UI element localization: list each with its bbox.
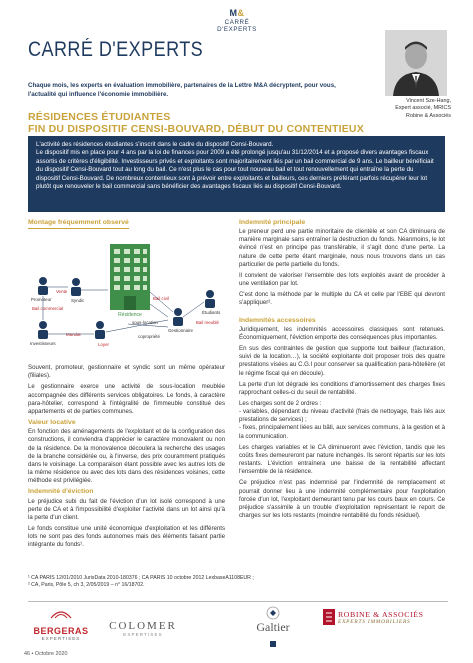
- label-bail-civil: Bail civil: [153, 296, 169, 302]
- robine-logo: [338, 606, 448, 625]
- label-sous-location: sous-location: [132, 320, 158, 326]
- logo-mark: M&: [229, 8, 245, 18]
- right-column: [239, 219, 445, 523]
- right-paragraph-3: C'est donc la méthode par le multiple du CA et celle par l'EBE qui devront s'appliquer².: [239, 291, 445, 307]
- colomer-sub: EXPERTISES: [123, 632, 163, 637]
- right-paragraph-1: Le preneur perd une partie minoritaire de clientèle et son CA diminuera de manière marginale sans entraîner la destruction du fonds. Néanmoins, le lot évincé n'est en principe pas transférable, il s'agit donc d'une perte. La nature de cette perte étant marginale, nous nous trouvons dans un cas particulier de perte partielle du fonds.: [239, 228, 445, 268]
- label-investisseurs: Investisseurs: [30, 341, 56, 347]
- galtier-mark-icon: [266, 606, 280, 620]
- author-role: Expert associé, MRICS: [395, 105, 451, 112]
- lead-paragraph: L'activité des résidences étudiantes s'inscrit dans le cadre du dispositif Censi-Bouvard.: [36, 141, 274, 148]
- galtier-name: Galtier: [256, 620, 290, 634]
- subtitle-line-1: RÉSIDENCES ÉTUDIANTES: [28, 111, 171, 123]
- author-firm: Robine & Associés: [406, 112, 451, 119]
- right-paragraph-9: - fixes, principalement liées au bâti, aux services communs, à la gestion et à la communication.: [239, 424, 445, 440]
- lead-box: [28, 136, 445, 212]
- label-loyer: Loyer: [98, 342, 109, 348]
- intro-text: Chaque mois, les experts en évaluation immobilière, partenaires de la Lettre M&A décryptent, pour vous, l'actualité qui influence l'économie immobilière.: [28, 82, 336, 98]
- right-paragraph-10: Les charges variables et le CA diminueront avec l'éviction, tandis que les coûts fixes demeureront par nature inchangés. Ils seront répartis sur les lots restants. L'éviction entraînera une baisse de la rentabilité affectant l'ensemble de la résidence.: [239, 443, 445, 476]
- label-residence: Résidence: [118, 312, 142, 319]
- diagram-svg: [28, 232, 225, 360]
- left-paragraph-5: Le fonds constitue une unité économique d'exploitation et les différents lots ne sont pas des fonds autonomes mais des éléments faisant partie intégrante du fonds¹.: [28, 524, 225, 549]
- label-gestionnaire: Gestionnaire: [168, 328, 193, 334]
- right-paragraph-11: Ce préjudice n'est pas indemnisé par l'indemnité de remplacement et pourrait donner lieu à une indemnité complémentaire pour l'exploitation forcée d'un lot, l'exploitant demeurant tenu par les cours baux en cours. Ce préjudice s'assimile à un trouble d'exploitation représentant le report de charges sur les lots restants (moindre rentabilité du fonds résiduel).: [239, 479, 445, 519]
- left-paragraph-4: Le préjudice subi du fait de l'éviction d'un lot isolé correspond à une perte de CA et à l'impossibilité d'exploiter l'activité dans un lot ainsi qu'à la perte d'un client.: [28, 497, 225, 521]
- right-paragraph-6: La perte d'un lot dégrade les conditions d'amortissement des charges fixes rapprochant celles-ci du seuil de rentabilité.: [239, 380, 445, 396]
- heading-valeur-locative: Valeur locative: [28, 419, 76, 427]
- robine-name: ROBINE & ASSOCIÉS: [338, 610, 424, 619]
- subtitle-line-2: FIN DU DISPOSITIF CENSI-BOUVARD, DÉBUT DU CONTENTIEUX: [28, 123, 364, 135]
- magazine-logo: [206, 8, 268, 33]
- heading-indemnites-accessoires: Indemnités accessoires: [239, 316, 316, 324]
- heading-montage: Montage fréquemment observé: [28, 219, 129, 229]
- robine-mark-icon: [322, 608, 336, 626]
- left-column: [28, 219, 225, 552]
- galtier-sub-icon: [269, 640, 277, 648]
- author-photo: [385, 30, 447, 96]
- galtier-logo: [238, 606, 308, 653]
- footnotes: [28, 575, 448, 590]
- bergeras-sub: EXPERTISES: [41, 636, 81, 641]
- footnote-2: ² CA, Paris, Pôle 5, ch 3, 2/05/2019 – n° 16/18702.: [28, 582, 145, 589]
- article-subtitle: [28, 111, 364, 135]
- structure-diagram: [28, 232, 225, 360]
- right-paragraph-4: Juridiquement, les indemnités accessoires classiques sont retenues. Économiquement, l'éviction emporte des conséquences plus importantes.: [239, 325, 445, 341]
- author-credit: [395, 98, 451, 120]
- heading-indemnite-eviction: Indemnité d'éviction: [28, 488, 94, 496]
- robine-sub: EXPERTS IMMOBILIERS: [338, 619, 411, 625]
- left-paragraph-2: Le gestionnaire exerce une activité de sous-location meublée accompagnée des différents services obligatoires. Le fonds, à caractère para-hôtelier, correspond à l'intégralité de l'immeuble constitué des appartements et de parties communes.: [28, 383, 225, 415]
- colomer-logo: [98, 606, 188, 637]
- portrait-image: [385, 30, 447, 96]
- right-paragraph-7: Les charges sont de 2 ordres :: [239, 399, 322, 407]
- footnote-1: ¹ CA PARIS 12/01/2010 JurisData 2010-180376 ; CA PARIS 10 octobre 2012 LexbaseA1108EUR ;: [28, 575, 254, 581]
- logo-text: CARRÉ D'EXPERTS: [217, 19, 257, 33]
- left-paragraph-3: En fonction des aménagements de l'exploitant et de la configuration des constructions, il conviendra d'apprécier le caractère monovalent ou non de la résidence. De la monovalence découlera la recherche des usages de la branche considérée ou, à l'inverse, des prix couramment pratiqués dans le voisinage. La comparaison étant possible avec les autres lots de la même résidence ou avec des lots dans des résidences voisines, cette méthode est privilégiée.: [28, 428, 225, 485]
- label-syndic: Syndic: [71, 298, 85, 304]
- label-copropriete: copropriété: [138, 334, 160, 340]
- bergeras-logo: [28, 606, 94, 641]
- label-vente: Vente: [56, 289, 68, 295]
- label-bail-commercial: Bail commercial: [32, 306, 63, 312]
- label-promoteur: Promoteur: [31, 297, 52, 303]
- author-name: Vincent Sze-Hang,: [406, 98, 451, 104]
- page-number: 46 • Octobre 2020: [24, 651, 68, 657]
- page-title: CARRÉ D'EXPERTS: [28, 38, 204, 61]
- colomer-name: COLOMER: [109, 620, 177, 632]
- right-paragraph-5: En sus des contraintes de gestion que supporte tout bailleur (facturation, suivi de la location…), la société exploitante doit proposer trois des quatre prestations visées au C.G.I pour conserver sa qualification para-hôtelière (et le régime fiscal qui en découle).: [239, 345, 445, 377]
- label-etudiants: Étudiants: [202, 310, 221, 316]
- heading-indemnite-principale: Indemnité principale: [239, 219, 306, 226]
- label-mandat: Mandat: [66, 332, 81, 338]
- left-paragraph-1: Souvent, promoteur, gestionnaire et syndic sont un même opérateur (filiales).: [28, 364, 225, 380]
- lead-paragraph: Le dispositif mis en place pour 4 ans par la loi de finances pour 2009 a été prolongé jusqu'au 31/12/2014 et a proposé divers avantages fiscaux assortis de critères d'éligibilité. Investisseurs privés et exploitants sont majoritairement liés par un bail commercial de 9 ans. Le bailleur bénéficiait du dispositif Censi-Bouvard tout au long du bail. Ce n'est plus le cas pour tout nouveau bail et tout renouvellement qui entraîne la perte du dispositif Censi-Bouvard. De nombreux contentieux sont à prévoir entre exploitants et bailleurs, ces derniers préférant parfois récupérer leur lot plutôt que renouveler le bail commercial sans bénéficier des avantages fiscaux liés au dispositif Censi-Bouvard.: [36, 149, 434, 191]
- building-icon: [110, 244, 150, 310]
- sponsor-logos: [28, 601, 448, 647]
- bergeras-name: BERGERAS: [33, 626, 89, 636]
- label-bail-meuble: Bail meublé: [196, 320, 219, 326]
- right-paragraph-8: - variables, dépendant du niveau d'activité (frais de nettoyage, frais liés aux prestations de services) ;: [239, 408, 445, 424]
- bergeras-mark-icon: [49, 609, 73, 619]
- right-paragraph-2: Il convient de valoriser l'ensemble des lots exploités avant de procéder à une ventilation par lot.: [239, 271, 445, 288]
